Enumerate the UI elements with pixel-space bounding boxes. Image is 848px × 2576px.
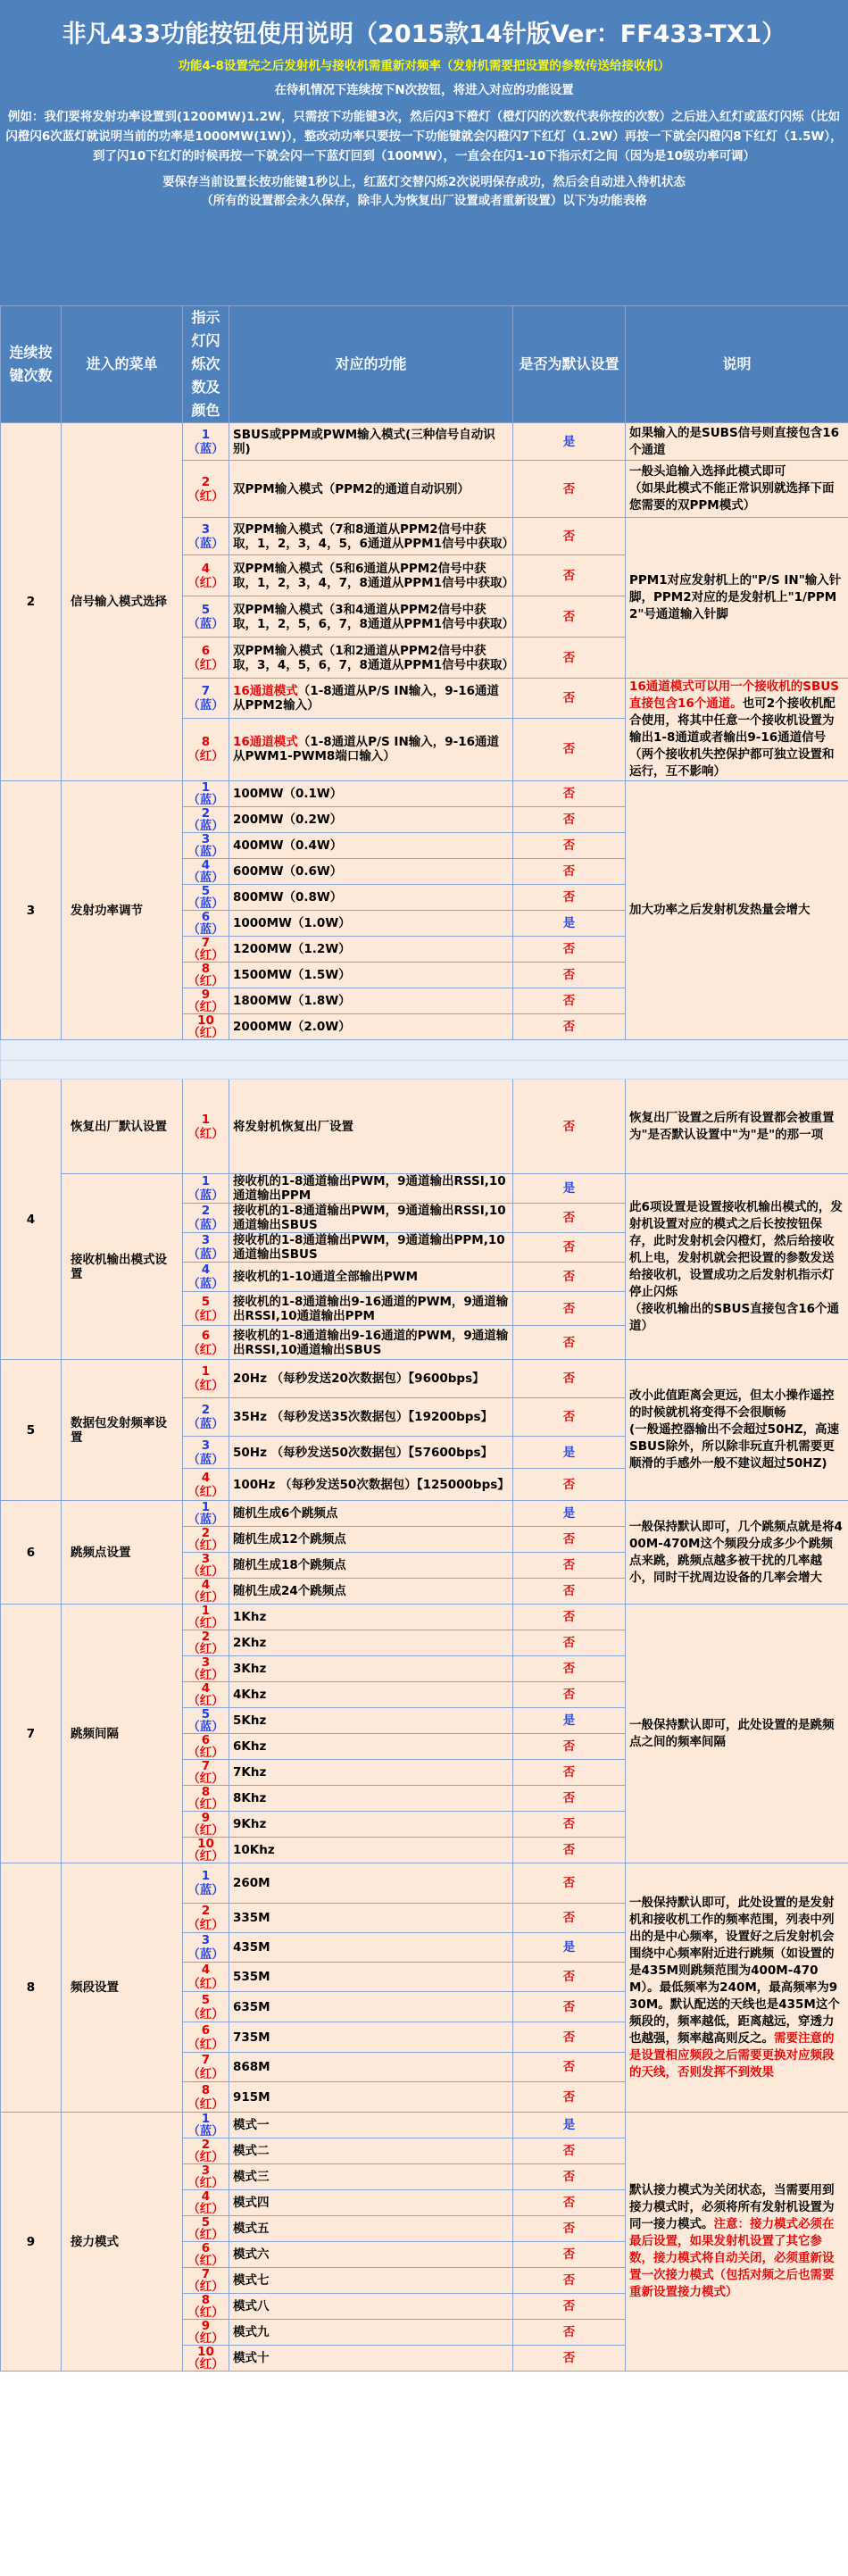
note-text: 16通道模式可以用一个接收机的SBUS直接包含16个通道。也可2个接收机配合使用，将其中任意一个接收机设置为输出1-8通道或者输出9-16通道信号（两个接收机失控保护都可独立设置和运行，互不影响） — [626, 679, 848, 781]
function-text: 1200MW（1.2W） — [229, 937, 513, 963]
blink-indicator: 5（蓝） — [183, 885, 229, 911]
blink-indicator: 1（蓝） — [183, 1863, 229, 1904]
default-flag: 否 — [513, 1263, 626, 1292]
blink-indicator: 3（红） — [183, 2164, 229, 2190]
note-text: PPM1对应发射机上的"P/S IN"输入针脚，PPM2对应的是发射机上"1/PPM2"号通道输入针脚 — [626, 518, 848, 679]
note-text: 默认接力模式为关闭状态，当需要用到接力模式时，必须将所有发射机设置为同一接力模式。注意：接力模式必须在最后设置，如果发射机设置了其它参数，接力模式将自动关闭，必须重新设置一次接力模式（包括对频之后也需要重新设置接力模式） — [626, 2113, 848, 2372]
function-text: 接收机的1-10通道全部输出PWM — [229, 1263, 513, 1292]
function-table — [0, 305, 848, 2372]
note-text: 改小此值距离会更远，但太小操作遥控的时候就机将变得不会很顺畅 (一般遥控器输出不会超过50HZ，高速SBUS除外，所以除非玩直升机需要更顺滑的手感外一般不建议超过50HZ) — [626, 1360, 848, 1501]
function-text: 模式七 — [229, 2268, 513, 2294]
default-flag: 否 — [513, 1553, 626, 1579]
blink-indicator: 5（蓝） — [183, 596, 229, 638]
blink-indicator: 2（红） — [183, 461, 229, 518]
note-text: 此6项设置是设置接收机输出模式的，发射机设置对应的模式之后长按按钮保存，此时发射机会闪橙灯，然后给接收机上电，发射机就会把设置的参数发送给接收机，设置成功之后发射机指示灯停止闪烁 （接收机输出的SBUS直接包含16个通道） — [626, 1174, 848, 1360]
function-text: 868M — [229, 2053, 513, 2082]
function-text: 16通道模式（1-8通道从P/S IN输入，9-16通道从PPM2输入） — [229, 679, 513, 719]
blink-indicator: 8（红） — [183, 963, 229, 988]
default-flag: 是 — [513, 1174, 626, 1204]
default-flag: 否 — [513, 1786, 626, 1812]
spacer-cell — [1, 1040, 848, 1061]
function-text: 335M — [229, 1904, 513, 1933]
function-text: 模式四 — [229, 2190, 513, 2216]
default-flag: 否 — [513, 1469, 626, 1501]
function-text: 1000MW（1.0W） — [229, 911, 513, 937]
blink-indicator: 7（红） — [183, 2053, 229, 2082]
function-highlight: 16通道模式 — [233, 683, 298, 698]
function-text: 模式五 — [229, 2216, 513, 2242]
header-notes: 说明 — [626, 306, 848, 423]
blink-indicator: 2（红） — [183, 1527, 229, 1553]
function-text: 模式一 — [229, 2113, 513, 2138]
default-flag: 否 — [513, 1963, 626, 1992]
header-banner — [0, 0, 848, 305]
function-text: 35Hz （每秒发送35次数据包）【19200bps】 — [229, 1398, 513, 1437]
blink-indicator: 6（红） — [183, 1734, 229, 1760]
blink-indicator: 9（红） — [183, 1812, 229, 1838]
function-text: 模式八 — [229, 2294, 513, 2320]
function-text: SBUS或PPM或PWM输入模式(三种信号自动识别) — [229, 423, 513, 461]
function-text: 400MW（0.4W） — [229, 833, 513, 859]
default-flag: 否 — [513, 2294, 626, 2320]
blink-indicator: 9（红） — [183, 988, 229, 1014]
blink-indicator: 6（红） — [183, 2022, 229, 2053]
default-flag: 否 — [513, 1605, 626, 1630]
default-flag: 否 — [513, 1292, 626, 1326]
default-flag: 否 — [513, 963, 626, 988]
note-text: 加大功率之后发射机发热量会增大 — [626, 781, 848, 1040]
note-highlight: 需要注意的是设置相应频段之后需要更换对应频段的天线，否则发挥不到效果 — [629, 2030, 835, 2080]
menu-name: 接力模式 — [62, 2113, 183, 2372]
blink-indicator: 4（红） — [183, 1579, 229, 1605]
note-text: 恢复出厂设置之后所有设置都会被重置为"是否默认设置中"为"是"的那一项 — [626, 1080, 848, 1174]
blink-indicator: 3（蓝） — [183, 518, 229, 555]
function-text: 435M — [229, 1933, 513, 1963]
blink-indicator: 1（蓝） — [183, 423, 229, 461]
default-flag: 否 — [513, 2138, 626, 2164]
function-text: 10Khz — [229, 1838, 513, 1863]
function-text: 随机生成6个跳频点 — [229, 1501, 513, 1527]
default-flag: 否 — [513, 1656, 626, 1682]
menu-name: 跳频点设置 — [62, 1501, 183, 1605]
blink-indicator: 6（红） — [183, 2242, 229, 2268]
press-count: 8 — [1, 1863, 62, 2113]
default-flag: 否 — [513, 1326, 626, 1360]
blink-indicator: 3（蓝） — [183, 1933, 229, 1963]
blink-indicator: 3（蓝） — [183, 1437, 229, 1469]
function-text: 随机生成24个跳频点 — [229, 1579, 513, 1605]
function-text: 915M — [229, 2082, 513, 2113]
spacer-row — [1, 1040, 848, 1061]
function-text: 16通道模式（1-8通道从P/S IN输入，9-16通道从PWM1-PWM8端口输入） — [229, 718, 513, 780]
page-title: 非凡433功能按钮使用说明（2015款14针版Ver：FF433-TX1） — [62, 21, 786, 48]
intro-line: 要保存当前设置长按功能键1秒以上，红蓝灯交替闪烁2次说明保存成功，然后会自动进入待机状态 — [162, 175, 686, 189]
default-flag: 是 — [513, 423, 626, 461]
blink-indicator: 4（红） — [183, 2190, 229, 2216]
default-flag: 否 — [513, 1398, 626, 1437]
function-text: 8Khz — [229, 1786, 513, 1812]
blink-indicator: 5（红） — [183, 1292, 229, 1326]
blink-indicator: 7（红） — [183, 937, 229, 963]
blink-indicator: 5（蓝） — [183, 1708, 229, 1734]
default-flag: 否 — [513, 2320, 626, 2346]
blink-indicator: 2（蓝） — [183, 1204, 229, 1233]
menu-name: 发射功率调节 — [62, 781, 183, 1040]
intro-line: （所有的设置都会永久保存，除非人为恢复出厂设置或者重新设置）以下为功能表格 — [201, 194, 647, 208]
table-row — [1, 1605, 848, 1630]
menu-name: 数据包发射频率设置 — [62, 1360, 183, 1501]
header-press-count: 连续按键次数 — [1, 306, 62, 423]
blink-indicator: 2（红） — [183, 1630, 229, 1656]
default-flag: 是 — [513, 1501, 626, 1527]
function-text: 双PPM输入模式（PPM2的通道自动识别） — [229, 461, 513, 518]
blink-indicator: 2（蓝） — [183, 1398, 229, 1437]
default-flag: 否 — [513, 988, 626, 1014]
default-flag: 否 — [513, 859, 626, 885]
function-text: 双PPM输入模式（1和2通道从PPM2信号中获取，3，4，5，6，7，8通道从PPM1信号中获取） — [229, 638, 513, 679]
default-flag: 否 — [513, 2190, 626, 2216]
press-count: 9 — [1, 2113, 62, 2372]
function-text: 200MW（0.2W） — [229, 807, 513, 833]
default-flag: 否 — [513, 1630, 626, 1656]
default-flag: 否 — [513, 2242, 626, 2268]
default-flag: 否 — [513, 596, 626, 638]
default-flag: 否 — [513, 2022, 626, 2053]
function-text: 100MW（0.1W） — [229, 781, 513, 807]
function-text: 1Khz — [229, 1605, 513, 1630]
note-text: 如果输入的是SUBS信号则直接包含16个通道 — [626, 423, 848, 461]
note-text: 一般保持默认即可，几个跳频点就是将400M-470M这个频段分成多少个跳频点来跳，跳频点越多被干扰的几率越小，同时干扰周边设备的几率会增大 — [626, 1501, 848, 1605]
function-text: 随机生成12个跳频点 — [229, 1527, 513, 1553]
blink-indicator: 6（蓝） — [183, 911, 229, 937]
blink-indicator: 4（红） — [183, 1963, 229, 1992]
function-text: 6Khz — [229, 1734, 513, 1760]
blink-indicator: 3（红） — [183, 1553, 229, 1579]
header-default: 是否为默认设置 — [513, 306, 626, 423]
blink-indicator: 1（红） — [183, 1080, 229, 1174]
blink-indicator: 1（红） — [183, 1605, 229, 1630]
function-text: 9Khz — [229, 1812, 513, 1838]
default-flag: 否 — [513, 1204, 626, 1233]
function-text: 模式三 — [229, 2164, 513, 2190]
blink-indicator: 4（红） — [183, 555, 229, 596]
press-count: 3 — [1, 781, 62, 1040]
default-flag: 否 — [513, 555, 626, 596]
blink-indicator: 8（红） — [183, 1786, 229, 1812]
table-row — [1, 1863, 848, 1904]
default-flag: 否 — [513, 638, 626, 679]
press-count: 4 — [1, 1080, 62, 1360]
default-flag: 否 — [513, 2053, 626, 2082]
function-text: 接收机的1-8通道输出9-16通道的PWM，9通道输出RSSI,10通道输出PPM — [229, 1292, 513, 1326]
blink-indicator: 9（红） — [183, 2320, 229, 2346]
intro-line: 功能4-8设置完之后发射机与接收机需重新对频率（发射机需要把设置的参数传送给接收机） — [178, 59, 670, 73]
default-flag: 否 — [513, 1992, 626, 2022]
function-text: 20Hz （每秒发送20次数据包）【9600bps】 — [229, 1360, 513, 1398]
function-text: 4Khz — [229, 1682, 513, 1708]
default-flag: 否 — [513, 2164, 626, 2190]
header-menu: 进入的菜单 — [62, 306, 183, 423]
intro-text — [0, 54, 848, 209]
function-text: 800MW（0.8W） — [229, 885, 513, 911]
default-flag: 否 — [513, 718, 626, 780]
press-count: 6 — [1, 1501, 62, 1605]
menu-name: 恢复出厂默认设置 — [62, 1080, 183, 1174]
blink-indicator: 10（红） — [183, 1838, 229, 1863]
function-text: 7Khz — [229, 1760, 513, 1786]
spacer-row — [1, 1061, 848, 1080]
blink-indicator: 1（蓝） — [183, 1174, 229, 1204]
function-text: 接收机的1-8通道输出PWM，9通道输出RSSI,10通道输出SBUS — [229, 1204, 513, 1233]
default-flag: 否 — [513, 1904, 626, 1933]
spacer-cell — [1, 1061, 848, 1080]
table-row — [1, 1080, 848, 1174]
press-count: 7 — [1, 1605, 62, 1863]
blink-indicator: 4（蓝） — [183, 1263, 229, 1292]
function-text: 接收机的1-8通道输出PWM，9通道输出RSSI,10通道输出PPM — [229, 1174, 513, 1204]
function-text: 50Hz （每秒发送50次数据包）【57600bps】 — [229, 1437, 513, 1469]
function-text: 模式十 — [229, 2346, 513, 2372]
function-text: 535M — [229, 1963, 513, 1992]
default-flag: 否 — [513, 1863, 626, 1904]
function-text: 将发射机恢复出厂设置 — [229, 1080, 513, 1174]
function-text: 接收机的1-8通道输出PWM，9通道输出PPM,10通道输出SBUS — [229, 1233, 513, 1263]
default-flag: 否 — [513, 937, 626, 963]
note-text: 一般头追输入选择此模式即可 （如果此模式不能正常识别就选择下面您需要的双PPM模式） — [626, 461, 848, 518]
blink-indicator: 6（红） — [183, 1326, 229, 1360]
intro-line: 在待机情况下连续按下N次按钮，将进入对应的功能设置 — [274, 83, 574, 97]
blink-indicator: 1（蓝） — [183, 2113, 229, 2138]
press-count: 2 — [1, 423, 62, 781]
table-row — [1, 781, 848, 807]
function-text: 双PPM输入模式（3和4通道从PPM2信号中获取，1，2，5，6，7，8通道从PPM1信号中获取） — [229, 596, 513, 638]
default-flag: 是 — [513, 1437, 626, 1469]
blink-indicator: 8（红） — [183, 2294, 229, 2320]
note-text: 一般保持默认即可，此处设置的是发射机和接收机工作的频率范围，列表中列出的是中心频率，设置好之后发射机会围绕中心频率附近进行跳频（如设置的是435M则跳频范围为400M-470M）。最低频率为240M，最高频率为930M。默认配送的天线也是435M这个频段的，频率越低，距离越远，穿透力也越强，频率越高则反之。需要注意的是设置相应频段之后需要更换对应频段的天线，否则发挥不到效果 — [626, 1863, 848, 2113]
function-text: 3Khz — [229, 1656, 513, 1682]
blink-indicator: 4（红） — [183, 1469, 229, 1501]
function-text: 1500MW（1.5W） — [229, 963, 513, 988]
default-flag: 是 — [513, 2113, 626, 2138]
blink-indicator: 2（蓝） — [183, 807, 229, 833]
blink-indicator: 10（红） — [183, 1014, 229, 1040]
default-flag: 否 — [513, 1838, 626, 1863]
blink-indicator: 6（红） — [183, 638, 229, 679]
function-text: 100Hz （每秒发送50次数据包）【125000bps】 — [229, 1469, 513, 1501]
blink-indicator: 1（蓝） — [183, 781, 229, 807]
blink-indicator: 7（红） — [183, 2268, 229, 2294]
default-flag: 否 — [513, 1360, 626, 1398]
function-highlight: 16通道模式 — [233, 735, 298, 750]
default-flag: 否 — [513, 2082, 626, 2113]
table-row — [1, 1501, 848, 1527]
function-text: 735M — [229, 2022, 513, 2053]
default-flag: 否 — [513, 2268, 626, 2294]
default-flag: 否 — [513, 518, 626, 555]
default-flag: 否 — [513, 461, 626, 518]
default-flag: 否 — [513, 1760, 626, 1786]
default-flag: 否 — [513, 2216, 626, 2242]
default-flag: 否 — [513, 885, 626, 911]
blink-indicator: 8（红） — [183, 718, 229, 780]
default-flag: 否 — [513, 1812, 626, 1838]
default-flag: 否 — [513, 781, 626, 807]
default-flag: 是 — [513, 1708, 626, 1734]
blink-indicator: 2（红） — [183, 1904, 229, 1933]
blink-indicator: 8（红） — [183, 2082, 229, 2113]
default-flag: 否 — [513, 679, 626, 719]
function-text: 2Khz — [229, 1630, 513, 1656]
default-flag: 否 — [513, 1527, 626, 1553]
blink-indicator: 3（红） — [183, 1656, 229, 1682]
function-text: 接收机的1-8通道输出9-16通道的PWM，9通道输出RSSI,10通道输出SBUS — [229, 1326, 513, 1360]
function-text: 1800MW（1.8W） — [229, 988, 513, 1014]
default-flag: 否 — [513, 1080, 626, 1174]
menu-name: 接收机输出模式设置 — [62, 1174, 183, 1360]
function-text: 600MW（0.6W） — [229, 859, 513, 885]
function-text: 双PPM输入模式（5和6通道从PPM2信号中获取，1，2，3，4，7，8通道从PPM1信号中获取） — [229, 555, 513, 596]
function-text: 模式二 — [229, 2138, 513, 2164]
intro-line: 例如：我们要将发射功率设置到(1200MW)1.2W，只需按下功能键3次，然后闪3下橙灯（橙灯闪的次数代表你按的次数）之后进入红灯或蓝灯闪烁（比如闪橙闪6次蓝灯就说明当前的功率是1000MW(1W)），整改动功率只要按一下功能键就会闪橙闪7下红灯（1.2W）再按一下就会闪橙闪8下红灯（1.5W），到了闪10下红灯的时候再按一下就会闪一下蓝灯回到（100MW），一直会在闪1-10下指示灯之间（因为是10级功率可调） — [5, 110, 843, 163]
table-header-row — [1, 306, 848, 423]
default-flag: 否 — [513, 1014, 626, 1040]
menu-name: 信号输入模式选择 — [62, 423, 183, 781]
table-row — [1, 2113, 848, 2138]
default-flag: 否 — [513, 1682, 626, 1708]
default-flag: 否 — [513, 2346, 626, 2372]
function-text: 2000MW（2.0W） — [229, 1014, 513, 1040]
blink-indicator: 5（红） — [183, 1992, 229, 2022]
table-row — [1, 1174, 848, 1204]
note-highlight: 注意：接力模式必须在最后设置，如果发射机设置了其它参数，接力模式将自动关闭，必须重新设置一次接力模式（包括对频之后也需要重新设置接力模式） — [629, 2217, 835, 2299]
header-function: 对应的功能 — [229, 306, 513, 423]
default-flag: 是 — [513, 911, 626, 937]
default-flag: 否 — [513, 1233, 626, 1263]
function-text: 模式六 — [229, 2242, 513, 2268]
blink-indicator: 4（蓝） — [183, 859, 229, 885]
function-text: 635M — [229, 1992, 513, 2022]
function-text: 双PPM输入模式（7和8通道从PPM2信号中获取，1，2，3，4，5，6通道从PPM1信号中获取） — [229, 518, 513, 555]
note-highlight: 16通道模式可以用一个接收机的SBUS直接包含16个通道。 — [629, 679, 839, 711]
function-text: 模式九 — [229, 2320, 513, 2346]
default-flag: 否 — [513, 807, 626, 833]
default-flag: 否 — [513, 1734, 626, 1760]
blink-indicator: 4（红） — [183, 1682, 229, 1708]
blink-indicator: 2（红） — [183, 2138, 229, 2164]
press-count: 5 — [1, 1360, 62, 1501]
blink-indicator: 3（蓝） — [183, 833, 229, 859]
blink-indicator: 7（红） — [183, 1760, 229, 1786]
function-text: 随机生成18个跳频点 — [229, 1553, 513, 1579]
blink-indicator: 5（红） — [183, 2216, 229, 2242]
menu-name: 跳频间隔 — [62, 1605, 183, 1863]
blink-indicator: 1（蓝） — [183, 1501, 229, 1527]
header-blink: 指示灯闪烁次数及颜色 — [183, 306, 229, 423]
function-text: 5Khz — [229, 1708, 513, 1734]
menu-name: 频段设置 — [62, 1863, 183, 2113]
blink-indicator: 1（红） — [183, 1360, 229, 1398]
blink-indicator: 10（红） — [183, 2346, 229, 2372]
table-row — [1, 1360, 848, 1398]
blink-indicator: 3（蓝） — [183, 1233, 229, 1263]
default-flag: 否 — [513, 833, 626, 859]
blink-indicator: 7（蓝） — [183, 679, 229, 719]
default-flag: 否 — [513, 1579, 626, 1605]
function-text: 260M — [229, 1863, 513, 1904]
table-row — [1, 423, 848, 461]
note-text: 一般保持默认即可，此处设置的是跳频点之间的频率间隔 — [626, 1605, 848, 1863]
default-flag: 是 — [513, 1933, 626, 1963]
